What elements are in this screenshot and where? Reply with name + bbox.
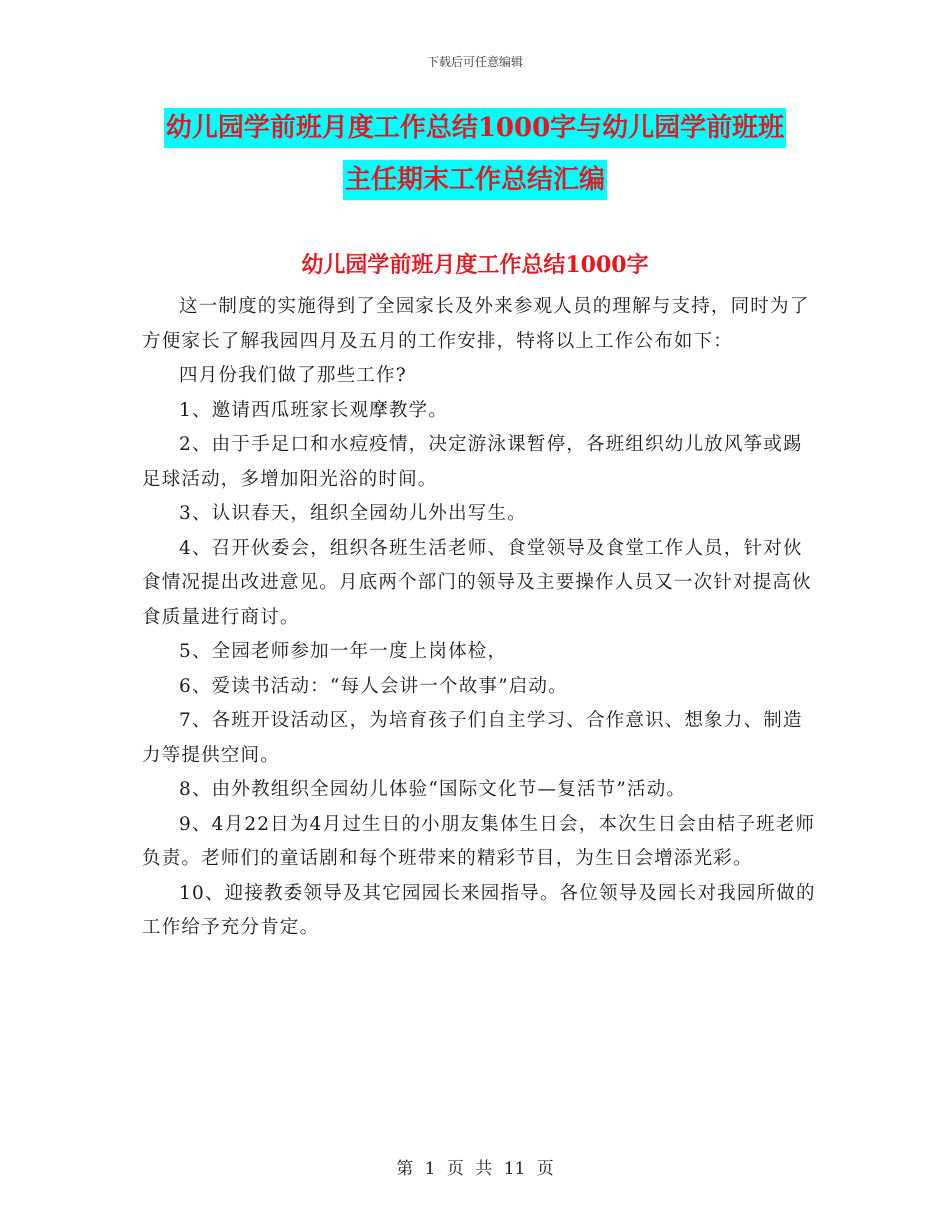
paragraph: 3、认识春天，组织全园幼儿外出写生。 — [179, 503, 527, 524]
paragraph: 7、各班开设活动区，为培育孩子们自主学习、合作意识、想象力、制造力等提供空间。 — [142, 710, 803, 766]
paragraph: 6、爱读书活动：“每人会讲一个故事”启动。 — [179, 675, 568, 697]
paragraph: 8、由外教组织全园幼儿体验“国际文化节—复活节”活动。 — [179, 779, 687, 800]
paragraph: 4、召开伙委会，组织各班生活老师、食堂领导及食堂工作人员，针对伙食情况提出改进意见。月底两个部门的领导及主要操作人员又一次针对提高伙食质量进行商讨。 — [142, 537, 812, 628]
body-text — [142, 290, 822, 946]
paragraph: 这一制度的实施得到了全园家长及外来参观人员的理解与支持，同时为了方便家长了解我园四月及五月的工作安排，特将以上工作公布如下： — [142, 296, 810, 352]
paragraph: 四月份我们做了那些工作? — [179, 365, 407, 386]
page-footer: 第 1 页 共 11 页 — [396, 1159, 554, 1179]
paragraph: 1、邀请西瓜班家长观摩教学。 — [179, 399, 449, 421]
paragraph: 5、全园老师参加一年一度上岗体检， — [179, 641, 508, 662]
header-note: 下载后可任意编辑 — [426, 55, 523, 69]
paragraph: 2、由于手足口和水痘疫情，决定游泳课暂停，各班组织幼儿放风筝或踢足球活动，多增加阳光浴的时间。 — [142, 434, 803, 490]
paragraph: 9、4月22日为4月过生日的小朋友集体生日会，本次生日会由桔子班老师负责。老师们的童话剧和每个班带来的精彩节目，为生日会增添光彩。 — [142, 813, 816, 869]
paragraph: 10、迎接教委领导及其它园园长来园指导。各位领导及园长对我园所做的工作给予充分肯定。 — [142, 882, 816, 938]
title-line-1: 幼儿园学前班月度工作总结1000字与幼儿园学前班班 — [164, 108, 786, 148]
document-title — [0, 108, 950, 200]
title-line-2: 主任期末工作总结汇编 — [343, 160, 607, 200]
section-heading: 幼儿园学前班月度工作总结1000字 — [301, 252, 649, 278]
